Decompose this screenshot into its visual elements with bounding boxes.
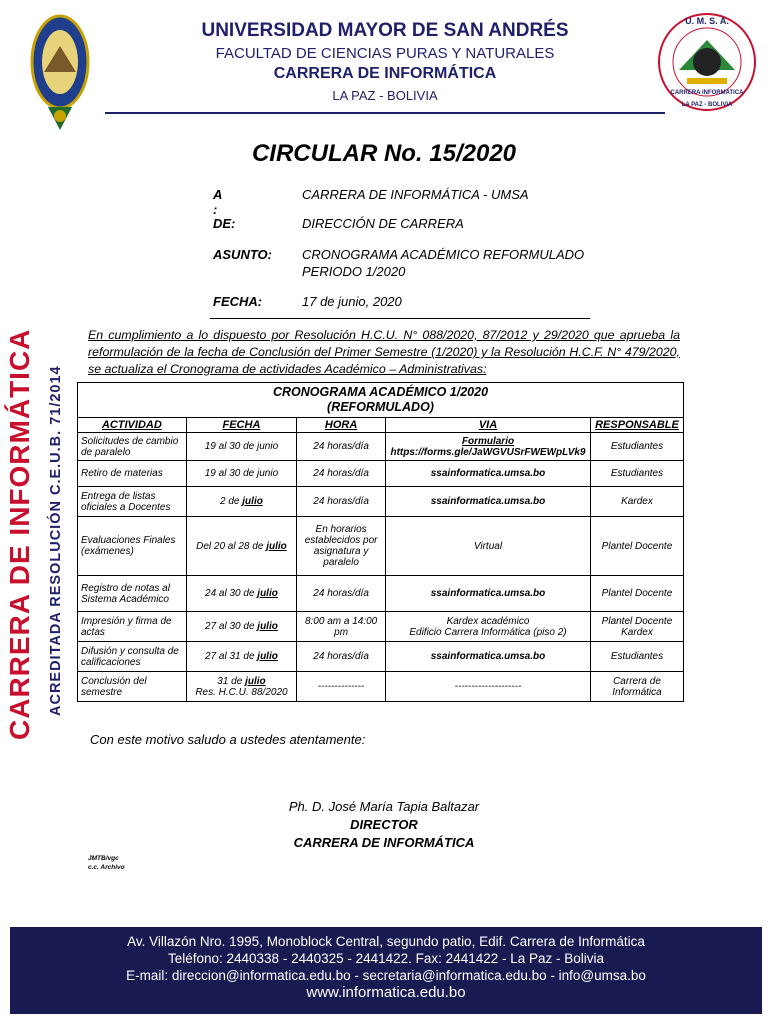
table-row xyxy=(78,612,684,642)
footer-website[interactable]: www.informatica.edu.bo xyxy=(306,984,466,1001)
table-row xyxy=(78,576,684,612)
col-header-actividad: ACTIVIDAD xyxy=(78,418,187,433)
table-row xyxy=(78,672,684,702)
footer-emails: E-mail: direccion@informatica.edu.bo - secretaria@informatica.edu.bo - info@umsa.bo xyxy=(126,968,646,983)
cell-hora: 24 horas/día xyxy=(297,433,386,461)
city-name: LA PAZ - BOLIVIA xyxy=(332,88,438,103)
footer-phones: Teléfono: 2440338 - 2440325 - 2441422. Fax: 2441422 - La Paz - Bolivia xyxy=(167,951,605,966)
cell-fecha xyxy=(186,672,297,702)
cell-actividad: Conclusión del semestre xyxy=(78,672,187,702)
cell-fecha-month: julio xyxy=(257,651,278,662)
university-name: UNIVERSIDAD MAYOR DE SAN ANDRÉS xyxy=(201,20,569,41)
cell-hora: 24 horas/día xyxy=(297,487,386,517)
cell-responsable: Plantel Docente xyxy=(590,576,683,612)
subject-value-2: PERIODO 1/2020 xyxy=(302,264,406,279)
cell-responsable: Plantel Docente Kardex xyxy=(590,612,683,642)
cell-actividad: Difusión y consulta de calificaciones xyxy=(78,642,187,672)
cell-actividad: Impresión y firma de actas xyxy=(78,612,187,642)
cell-actividad: Retiro de materias xyxy=(78,461,187,487)
date-label: FECHA: xyxy=(213,294,263,309)
cell-hora: -------------- xyxy=(297,672,386,702)
table-row xyxy=(78,487,684,517)
table-row xyxy=(78,433,684,461)
meta-separator xyxy=(210,318,590,319)
cell-fecha xyxy=(186,433,297,461)
cell-responsable: Kardex xyxy=(590,487,683,517)
closing-text: Con este motivo saludo a ustedes atentamente: xyxy=(90,732,366,747)
cell-via-line-1: Formulario xyxy=(461,435,515,447)
col-header-fecha: FECHA xyxy=(186,418,297,433)
cell-hora: 24 horas/día xyxy=(297,576,386,612)
cell-via[interactable]: ssainformatica.umsa.bo xyxy=(386,576,591,612)
cell-via xyxy=(386,433,591,461)
from-label: DE: xyxy=(213,216,236,231)
schedule-table xyxy=(77,382,684,702)
cell-fecha: 19 al 30 de junio xyxy=(186,461,297,487)
cell-fecha-text: 24 al 30 de xyxy=(205,588,258,599)
subject-value-1: CRONOGRAMA ACADÉMICO REFORMULADO xyxy=(302,247,585,262)
cell-actividad: Entrega de listas oficiales a Docentes xyxy=(78,487,187,517)
cell-fecha xyxy=(186,612,297,642)
career-name: CARRERA DE INFORMÁTICA xyxy=(273,65,497,82)
cell-via: -------------------- xyxy=(386,672,591,702)
intro-paragraph xyxy=(88,327,680,378)
cell-fecha-text: 2 de xyxy=(220,496,243,507)
cell-fecha-text: 19 al 30 de junio xyxy=(204,441,279,452)
intro-part-d: se actualiza el Cronograma de actividades Académico – Administrativas: xyxy=(88,362,487,376)
cell-fecha-month: julio xyxy=(257,588,278,599)
col-header-via: VIA xyxy=(386,418,591,433)
table-row xyxy=(78,642,684,672)
col-header-responsable: RESPONSABLE xyxy=(590,418,683,433)
cell-fecha xyxy=(186,517,297,576)
cell-via: Virtual xyxy=(386,517,591,576)
ref-cc: c.c. Archivo xyxy=(88,864,125,871)
intro-part-c: y la Resolución H.C.F. N° 479/2020, xyxy=(477,345,681,359)
footer-address: Av. Villazón Nro. 1995, Monoblock Central, segundo patio, Edif. Carrera de Informática xyxy=(127,934,645,949)
cell-responsable: Carrera de Informática xyxy=(590,672,683,702)
cell-fecha-text: 27 al 30 de xyxy=(205,621,258,632)
table-caption xyxy=(78,383,684,418)
cell-fecha-month: julio xyxy=(257,621,278,632)
to-label: A : xyxy=(213,187,222,217)
subject-label: ASUNTO: xyxy=(213,247,272,262)
cell-via[interactable]: ssainformatica.umsa.bo xyxy=(386,487,591,517)
cell-fecha-text: 27 al 31 de xyxy=(205,651,258,662)
to-value: CARRERA DE INFORMÁTICA - UMSA xyxy=(302,187,529,202)
umsa-seal-logo xyxy=(657,10,757,115)
cell-fecha xyxy=(186,576,297,612)
table-header-row xyxy=(78,418,684,433)
circular-title: CIRCULAR No. 15/2020 xyxy=(251,140,517,167)
seal-city-text: LA PAZ - BOLIVIA xyxy=(681,102,733,108)
side-accreditation: ACREDITADA RESOLUCIÓN C.E.U.B. 71/2014 xyxy=(48,365,64,716)
cell-via xyxy=(386,612,591,642)
cell-via-line-2: Edificio Carrera Informática (piso 2) xyxy=(409,626,567,638)
signature-name: Ph. D. José María Tapia Baltazar xyxy=(288,799,480,814)
cell-actividad: Solicitudes de cambio de paralelo xyxy=(78,433,187,461)
table-caption-row xyxy=(78,383,684,418)
header-divider xyxy=(105,112,665,114)
cell-responsable: Estudiantes xyxy=(590,433,683,461)
signature-unit: CARRERA DE INFORMÁTICA xyxy=(293,835,475,850)
signature-role: DIRECTOR xyxy=(350,817,418,832)
footer-band xyxy=(10,927,762,1014)
faculty-name: FACULTAD DE CIENCIAS PURAS Y NATURALES xyxy=(215,45,555,62)
from-value: DIRECCIÓN DE CARRERA xyxy=(302,216,464,231)
cell-via-line-1: Kardex académico xyxy=(446,615,530,627)
intro-part-a: En cumplimiento a lo dispuesto por Resolución H.C.U. N° 088/2020, 87/2012 y 29/2020 que aprueba la xyxy=(88,328,680,342)
date-value: 17 de junio, 2020 xyxy=(302,294,402,309)
table-row xyxy=(78,517,684,576)
ref-initials: JMTB/vgc xyxy=(88,855,119,862)
cell-hora: 8:00 am a 14:00 pm xyxy=(297,612,386,642)
cell-fecha-month: julio xyxy=(266,540,287,552)
cell-fecha-month: julio xyxy=(242,496,263,507)
cell-responsable: Estudiantes xyxy=(590,642,683,672)
side-career-band: CARRERA DE INFORMÁTICA xyxy=(4,328,35,740)
cell-responsable: Plantel Docente xyxy=(590,517,683,576)
cell-hora: 24 horas/día xyxy=(297,642,386,672)
cell-hora: 24 horas/día xyxy=(297,461,386,487)
cell-fecha-text: 31 de xyxy=(217,675,246,687)
table-caption-line-2: (REFORMULADO) xyxy=(327,400,434,414)
table-row xyxy=(78,461,684,487)
university-shield-logo xyxy=(30,12,90,132)
cell-fecha xyxy=(186,487,297,517)
table-caption-line-1: CRONOGRAMA ACADÉMICO 1/2020 xyxy=(272,385,489,399)
cell-via-link[interactable]: https://forms.gle/JaWGVUSrFWEWpLVk9 xyxy=(390,446,586,458)
seal-top-text: U. M. S. A. xyxy=(685,16,729,26)
cell-via[interactable]: ssainformatica.umsa.bo xyxy=(386,642,591,672)
cell-hora: En horarios establecidos por asignatura y paralelo xyxy=(297,517,386,576)
cell-fecha xyxy=(186,642,297,672)
col-header-hora: HORA xyxy=(297,418,386,433)
cell-via[interactable]: ssainformatica.umsa.bo xyxy=(386,461,591,487)
seal-bottom-text: CARRERA INFORMATICA xyxy=(670,90,744,96)
cell-actividad: Registro de notas al Sistema Académico xyxy=(78,576,187,612)
cell-fecha-text: Del 20 al 28 de xyxy=(196,540,267,552)
cell-responsable: Estudiantes xyxy=(590,461,683,487)
cell-fecha-resolution: Res. H.C.U. 88/2020 xyxy=(195,686,288,698)
cell-fecha-month: julio xyxy=(245,675,266,687)
cell-actividad: Evaluaciones Finales (exámenes) xyxy=(78,517,187,576)
intro-part-b: reformulación de la fecha de Conclusión del Primer Semestre (1/2020) xyxy=(88,345,478,359)
